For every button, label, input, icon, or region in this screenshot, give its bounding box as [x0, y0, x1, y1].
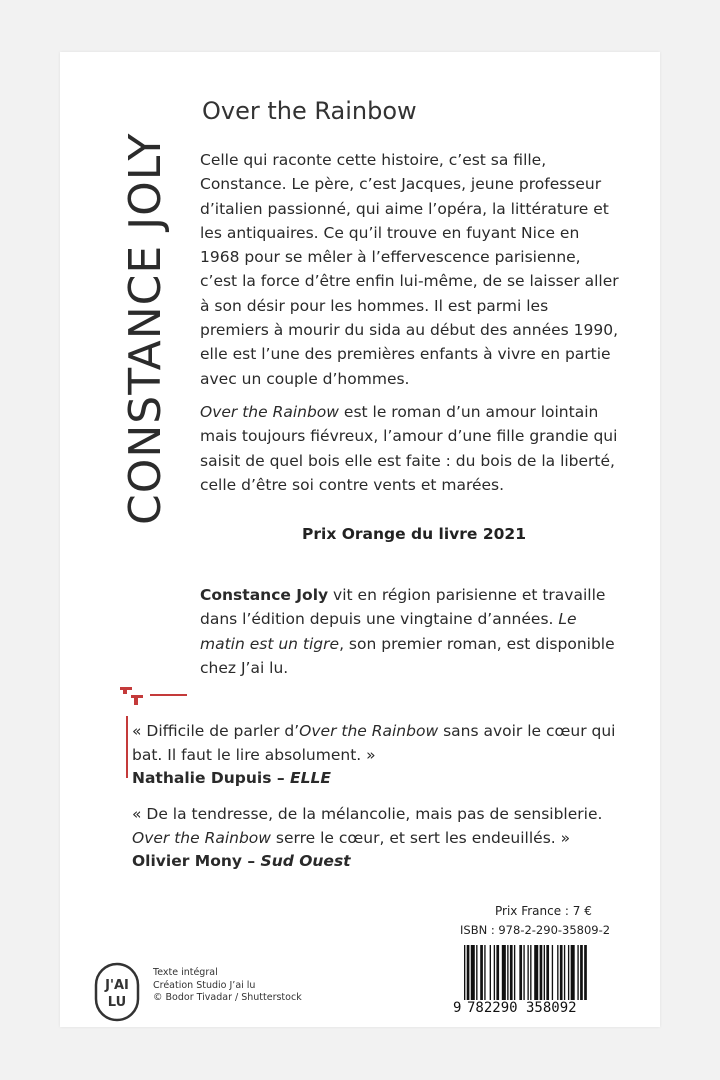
author-name-vertical: CONSTANCE JOLY [120, 132, 171, 525]
quote-1-source-pub: ELLE [289, 769, 331, 787]
book-title: Over the Rainbow [202, 97, 417, 125]
bio-text-1: vit en région parisienne et travaille dans l’édition depuis une vingtaine d’années. [200, 586, 606, 629]
publisher-logo-line1: J'AI [105, 978, 129, 993]
bio-book-title: Le matin est un tigre [200, 610, 577, 653]
quote-1-text [132, 720, 632, 767]
quote-1-italic: Over the Rainbow [299, 722, 439, 740]
price: Prix France : 7 € [495, 904, 592, 918]
quote-2-source-name: Olivier Mony – [132, 852, 261, 870]
credit-line-3: © Bodor Tivadar / Shutterstock [153, 992, 302, 1003]
bio-text-2: , son premier roman, est disponible chez J’ai lu. [200, 634, 615, 677]
press-quote-2 [132, 803, 632, 874]
isbn: ISBN : 978-2-290-35809-2 [460, 923, 611, 937]
accent-dash [150, 694, 187, 696]
quote-2-italic: Over the Rainbow [132, 828, 271, 847]
author-bio [200, 583, 620, 680]
quote-bar [126, 716, 128, 778]
blurb-title-italic: Over the Rainbow [200, 402, 339, 421]
quote-1-source [132, 767, 632, 791]
quote-2-after: serre le cœur, et sert les endeuillés. » [270, 828, 571, 847]
publisher-logo-line2: LU [107, 995, 127, 1010]
credit-line-2: Création Studio J’ai lu [153, 979, 256, 991]
press-quote-1 [132, 720, 632, 791]
blurb-paragraph-2 [200, 400, 620, 497]
publisher-logo [94, 962, 140, 1022]
quote-1-source-name: Nathalie Dupuis – [132, 769, 290, 787]
barcode-lead-digit: 9 [453, 1000, 462, 1016]
blurb [200, 148, 620, 506]
quote-1-after: sans avoir le cœur qui bat. Il faut le lire absolument. » [132, 722, 616, 764]
blurb-paragraph-1: Celle qui raconte cette histoire, c’est sa fille, Constance. Le père, c’est Jacques, jeune professeur d’italien passionné, qui aime l’opéra, la littérature et les antiquaires. Ce qu’il trouve en fuyant Nice en 1968 pour se mêler à l’effervescence parisienne, c’est la force d’être enfin lui-même, de se laisser aller à son désir pour les hommes. Il est parmi les premiers à mourir du sida au début des années 1990, elle est l’une des premières enfants à vivre en partie avec un couple d’hommes. [200, 151, 619, 388]
barcode-rest-digits: 782290 358092 [467, 1000, 577, 1016]
quote-2-source-pub: Sud Ouest [260, 852, 351, 870]
blurb-paragraph-2-text: est le roman d’un amour lointain mais toujours fiévreux, l’amour d’une fille grandie qui saisit de quel bois elle est faite : du bois de la liberté, celle d’être soi contre vents et marées. [200, 402, 618, 494]
quote-2-text [132, 803, 632, 850]
credit-line-1: Texte intégral [153, 967, 218, 978]
credits [153, 967, 302, 1005]
bio-author-name: Constance Joly [200, 586, 329, 604]
barcode-digits [453, 1000, 629, 1016]
prize-line: Prix Orange du livre 2021 [302, 525, 526, 543]
quote-2-source [132, 850, 632, 874]
quote-mark-icon [118, 683, 148, 709]
quote-1-before: « Difficile de parler d’ [132, 722, 300, 740]
quote-2-before: « De la tendresse, de la mélancolie, mais pas de sensiblerie. [132, 805, 603, 823]
